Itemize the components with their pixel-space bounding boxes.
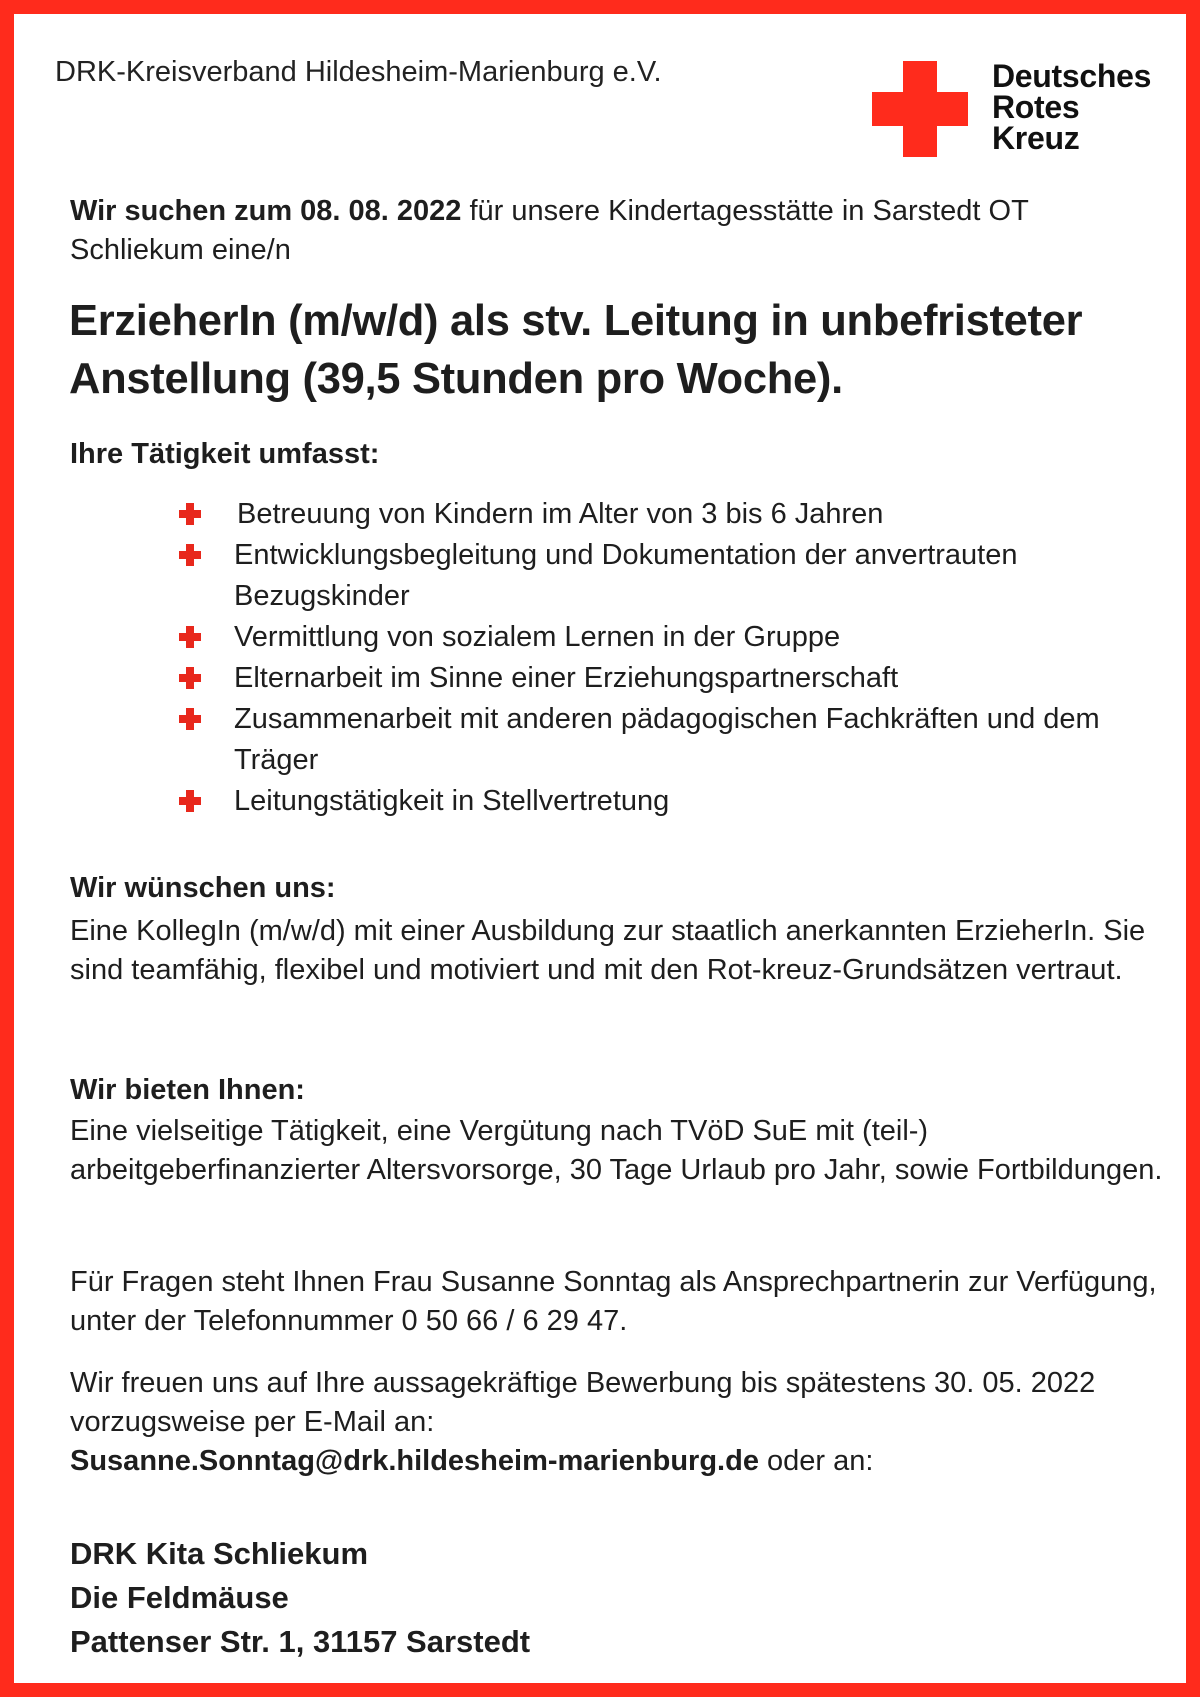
address-line: Pattenser Str. 1, 31157 Sarstedt <box>70 1624 531 1659</box>
list-item-text: Betreuung von Kindern im Alter von 3 bis 6 Jahren <box>237 498 884 530</box>
plus-icon <box>179 667 201 689</box>
intro-rest: für unsere Kindertagesstätte in Sarstedt OT Schliekum eine/n <box>70 195 1029 266</box>
list-item-text: Elternarbeit im Sinne einer Erziehungspartnerschaft <box>234 662 899 694</box>
email-link[interactable]: Susanne.Sonntag@drk.hildesheim-marienburg.de <box>70 1445 759 1477</box>
intro-text <box>70 192 1170 270</box>
job-title: ErzieherIn (m/w/d) als stv. Leitung in unbefristeter Anstellung (39,5 Stunden pro Woche). <box>69 297 1083 403</box>
list-item-text: Leitungstätigkeit in Stellvertretung <box>234 785 670 817</box>
list-item <box>179 535 1159 617</box>
red-cross-icon <box>872 61 968 157</box>
task-list <box>179 494 1159 822</box>
email-suffix: oder an: <box>758 1445 874 1477</box>
logo-line: Deutsches <box>992 58 1152 94</box>
plus-icon <box>179 626 201 648</box>
wishes-text: Eine KollegIn (m/w/d) mit einer Ausbildung zur staatlich anerkannten ErzieherIn. Sie sind teamfähig, flexibel und motiviert und mit den Rot-kreuz-Grundsätzen vertraut. <box>70 915 1146 986</box>
offer-text: Eine vielseitige Tätigkeit, eine Vergütung nach TVöD SuE mit (teil-) arbeitgeberfinanzierter Altersvorsorge, 30 Tage Urlaub pro Jahr, sowie Fortbildungen. <box>70 1115 1163 1186</box>
application-lead: Wir freuen uns auf Ihre aussagekräftige Bewerbung bis spätestens 30. 05. 2022 vorzugsweise per E-Mail an: <box>70 1367 1096 1438</box>
plus-icon <box>179 503 201 525</box>
org-name: DRK-Kreisverband Hildesheim-Marienburg e.V. <box>55 56 662 88</box>
tasks-heading: Ihre Tätigkeit umfasst: <box>70 438 380 470</box>
intro-date: Wir suchen zum 08. 08. 2022 <box>70 195 462 227</box>
plus-icon <box>179 790 201 812</box>
plus-icon <box>179 708 201 730</box>
logo-wordmark <box>992 58 1152 156</box>
list-item <box>179 617 1159 658</box>
list-item <box>179 658 1159 699</box>
list-item-text: Entwicklungsbegleitung und Dokumentation der anvertrauten Bezugskinder <box>234 539 1018 612</box>
address-block <box>70 1532 530 1664</box>
list-item <box>179 494 1159 535</box>
list-item <box>179 699 1159 781</box>
logo-line: Kreuz <box>992 120 1080 156</box>
address-line: Die Feldmäuse <box>70 1580 289 1615</box>
list-item-text: Zusammenarbeit mit anderen pädagogischen Fachkräften und dem Träger <box>234 703 1100 776</box>
contact-text: Für Fragen steht Ihnen Frau Susanne Sonntag als Ansprechpartnerin zur Verfügung, unter der Telefonnummer 0 50 66 / 6 29 47. <box>70 1266 1157 1337</box>
offer-heading: Wir bieten Ihnen: <box>70 1074 305 1106</box>
list-item-text: Vermittlung von sozialem Lernen in der Gruppe <box>234 621 841 653</box>
wishes-heading: Wir wünschen uns: <box>70 872 336 904</box>
plus-icon <box>179 544 201 566</box>
logo-line: Rotes <box>992 89 1080 125</box>
address-line: DRK Kita Schliekum <box>70 1536 369 1571</box>
list-item <box>179 781 1159 822</box>
application-text <box>70 1364 1170 1481</box>
